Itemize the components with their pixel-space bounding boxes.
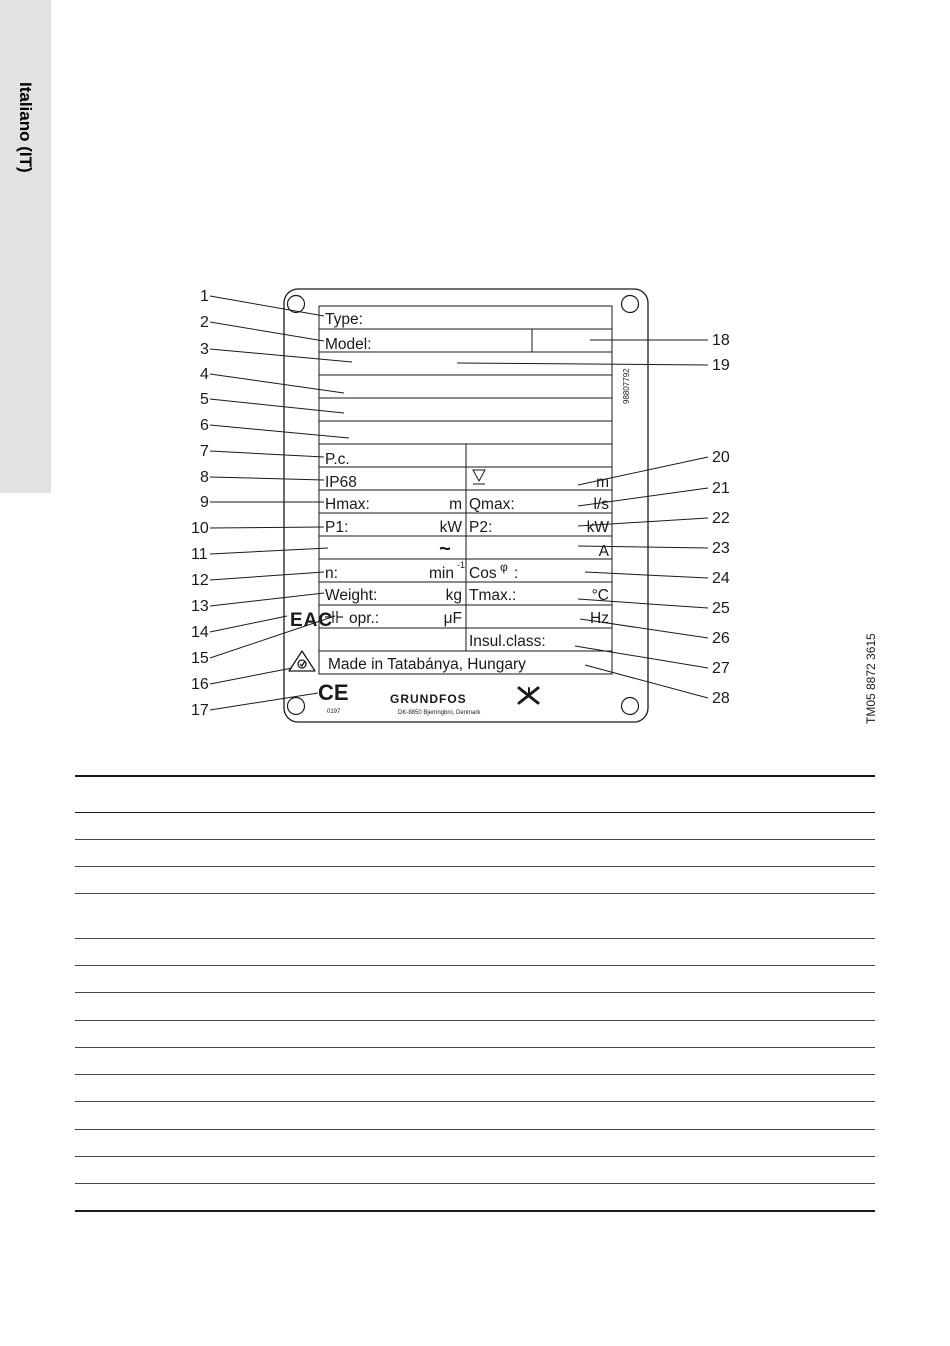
grundfos-brand: GRUNDFOS — [390, 692, 467, 706]
table-row — [75, 938, 875, 939]
callout-20: 20 — [712, 449, 730, 466]
table-row — [75, 1047, 875, 1048]
plate-code-vertical: 98807792 — [622, 368, 631, 404]
callout-26: 26 — [712, 630, 730, 647]
callout-28: 28 — [712, 690, 730, 707]
callout-6: 6 — [200, 417, 209, 434]
callout-21: 21 — [712, 480, 730, 497]
table-row — [75, 965, 875, 966]
table-row — [75, 1101, 875, 1102]
mount-hole-bottom-right — [622, 698, 639, 715]
mount-hole-top-right — [622, 296, 639, 313]
callout-23: 23 — [712, 540, 730, 557]
callout-1: 1 — [200, 288, 209, 305]
callout-2: 2 — [200, 314, 209, 331]
weight-label: Weight: — [325, 587, 378, 604]
callout-15: 15 — [191, 650, 209, 667]
callout-25: 25 — [712, 600, 730, 617]
table-row — [75, 992, 875, 993]
cos-colon: : — [514, 565, 519, 582]
qmax-unit: l/s — [593, 496, 609, 513]
table-header-rule — [75, 812, 875, 813]
ac-symbol: ~ — [439, 538, 451, 560]
table-top-rule — [75, 775, 875, 777]
callout-16: 16 — [191, 676, 209, 693]
table-row — [75, 839, 875, 840]
table-row — [75, 1183, 875, 1184]
callout-22: 22 — [712, 510, 730, 527]
p1-label: P1: — [325, 519, 349, 536]
model-label: Model: — [325, 336, 372, 353]
table-row — [75, 1020, 875, 1021]
capacitor-unit: μF — [443, 610, 462, 627]
ip-rating-label: IP68 — [325, 474, 357, 491]
callout-27: 27 — [712, 660, 730, 677]
hmax-label: Hmax: — [325, 496, 370, 513]
figure-code: TM05 8872 3615 — [864, 633, 878, 724]
table-bottom-rule — [75, 1210, 875, 1212]
callout-10: 10 — [191, 520, 209, 537]
mount-hole-bottom-left — [288, 698, 305, 715]
frequency-unit: Hz — [590, 610, 609, 627]
grundfos-address: DK-8850 Bjerringbro, Denmark — [398, 710, 481, 716]
speed-label: n: — [325, 565, 338, 582]
table-row — [75, 1156, 875, 1157]
p1-unit: kW — [439, 519, 462, 536]
callout-17: 17 — [191, 702, 209, 719]
callout-18: 18 — [712, 332, 730, 349]
capacitor-label: opr.: — [349, 610, 380, 627]
callout-11: 11 — [191, 546, 208, 563]
callout-7: 7 — [200, 443, 209, 460]
callout-14: 14 — [191, 624, 209, 641]
callout-13: 13 — [191, 598, 209, 615]
table-row — [75, 1074, 875, 1075]
tmax-unit: °C — [591, 587, 609, 604]
weight-unit: kg — [445, 587, 462, 604]
ce-notified-body: 0197 — [327, 709, 341, 715]
language-tab-label: Italiano (IT) — [16, 82, 35, 173]
table-row — [75, 1129, 875, 1130]
insulation-class-label: Insul.class: — [469, 633, 546, 650]
cos-phi-symbol: φ — [500, 560, 508, 574]
hmax-unit: m — [449, 496, 462, 513]
made-in-label: Made in Tatabánya, Hungary — [328, 656, 526, 673]
depth-unit: m — [596, 474, 609, 491]
p2-label: P2: — [469, 519, 493, 536]
rcm-compliance-icon — [289, 651, 315, 671]
grundfos-logo-icon — [519, 688, 538, 703]
speed-unit: min — [429, 565, 454, 582]
speed-exponent: -1 — [457, 560, 466, 570]
callout-19: 19 — [712, 357, 730, 374]
callout-8: 8 — [200, 469, 209, 486]
pc-label: P.c. — [325, 451, 350, 468]
p2-unit: kW — [586, 519, 609, 536]
table-row — [75, 866, 875, 867]
callout-9: 9 — [200, 494, 209, 511]
eac-mark: EAC — [290, 610, 334, 631]
callout-12: 12 — [191, 572, 209, 589]
table-row — [75, 893, 875, 894]
qmax-label: Qmax: — [469, 496, 515, 513]
cos-label: Cos — [469, 565, 497, 582]
current-unit: A — [598, 543, 609, 560]
type-label: Type: — [325, 311, 363, 328]
callout-3: 3 — [200, 341, 209, 358]
ce-mark: CE — [318, 680, 349, 705]
tmax-label: Tmax.: — [469, 587, 517, 604]
callout-4: 4 — [200, 366, 209, 383]
callout-5: 5 — [200, 391, 209, 408]
callout-24: 24 — [712, 570, 730, 587]
water-level-icon — [473, 470, 485, 484]
